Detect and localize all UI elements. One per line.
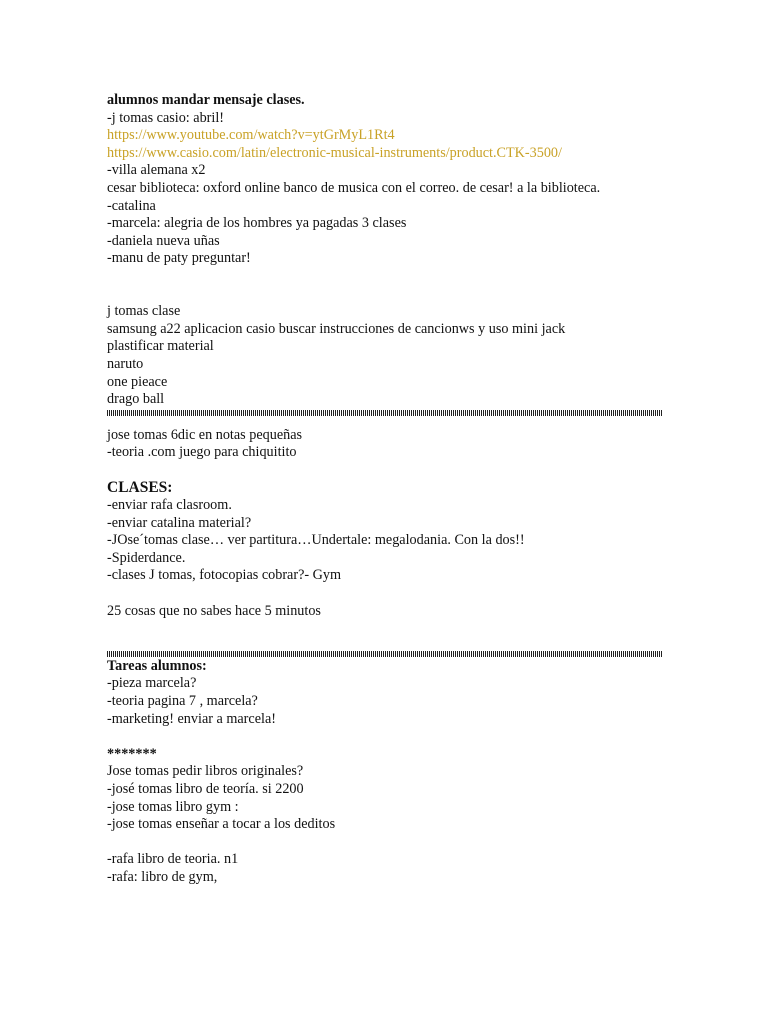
note-line: naruto bbox=[107, 355, 144, 372]
spacer bbox=[107, 286, 663, 304]
section-heading: ******* bbox=[107, 745, 157, 762]
note-line: -pieza marcela? bbox=[107, 675, 197, 692]
note-line: jose tomas 6dic en notas pequeñas bbox=[107, 426, 303, 443]
casio-link[interactable]: https://www.casio.com/latin/electronic-musical-instruments/product.CTK-3500/ bbox=[107, 144, 562, 161]
note-line: -jose tomas enseñar a tocar a los deditos bbox=[107, 816, 336, 833]
section-heading: Tareas alumnos: bbox=[107, 657, 207, 674]
section-heading: CLASES: bbox=[107, 479, 173, 497]
note-line: -clases J tomas, fotocopias cobrar?- Gym bbox=[107, 567, 342, 584]
note-line: -j tomas casio: abril! bbox=[107, 109, 225, 126]
note-line: one pieace bbox=[107, 373, 168, 390]
spacer bbox=[107, 585, 663, 603]
note-line: -jose tomas libro gym : bbox=[107, 798, 239, 815]
note-line: samsung a22 aplicacion casio buscar instrucciones de cancionws y uso mini jack bbox=[107, 320, 566, 337]
note-line: -rafa: libro de gym, bbox=[107, 868, 218, 885]
divider-rule bbox=[107, 651, 663, 657]
note-line: plastificar material bbox=[107, 338, 214, 355]
youtube-link[interactable]: https://www.youtube.com/watch?v=ytGrMyL1Rt4 bbox=[107, 127, 395, 144]
note-line: -marcela: alegria de los hombres ya pagadas 3 clases bbox=[107, 215, 407, 232]
note-line: -manu de paty preguntar! bbox=[107, 250, 251, 267]
note-line: cesar biblioteca: oxford online banco de musica con el correo. de cesar! a la biblioteca. bbox=[107, 179, 601, 196]
spacer bbox=[107, 638, 663, 650]
note-line: -rafa libro de teoria. n1 bbox=[107, 851, 239, 868]
note-line: -teoria .com juego para chiquitito bbox=[107, 444, 297, 461]
divider bbox=[107, 409, 663, 417]
spacer bbox=[107, 462, 663, 480]
spacer bbox=[107, 417, 663, 427]
note-line: drago ball bbox=[107, 391, 165, 408]
spacer bbox=[107, 268, 663, 286]
note-line: -catalina bbox=[107, 197, 156, 214]
note-line: -enviar rafa clasroom. bbox=[107, 497, 232, 514]
document-page bbox=[107, 92, 663, 887]
note-line: -Spiderdance. bbox=[107, 549, 186, 566]
note-line: 25 cosas que no sabes hace 5 minutos bbox=[107, 602, 321, 619]
note-line: -marketing! enviar a marcela! bbox=[107, 710, 276, 727]
spacer bbox=[107, 834, 663, 852]
section-heading: alumnos mandar mensaje clases. bbox=[107, 92, 305, 108]
note-line: -daniela nueva uñas bbox=[107, 232, 220, 249]
divider-rule bbox=[107, 410, 663, 416]
note-line: -teoria pagina 7 , marcela? bbox=[107, 693, 258, 709]
spacer bbox=[107, 728, 663, 746]
spacer bbox=[107, 620, 663, 638]
note-line: Jose tomas pedir libros originales? bbox=[107, 763, 304, 780]
note-line: -villa alemana x2 bbox=[107, 162, 206, 179]
divider bbox=[107, 650, 663, 658]
note-line: -JOse´tomas clase… ver partitura…Undertale: megalodania. Con la dos!! bbox=[107, 532, 525, 549]
note-line: -enviar catalina material? bbox=[107, 514, 252, 531]
note-line: j tomas clase bbox=[107, 303, 181, 320]
note-line: -josé tomas libro de teoría. si 2200 bbox=[107, 780, 304, 797]
